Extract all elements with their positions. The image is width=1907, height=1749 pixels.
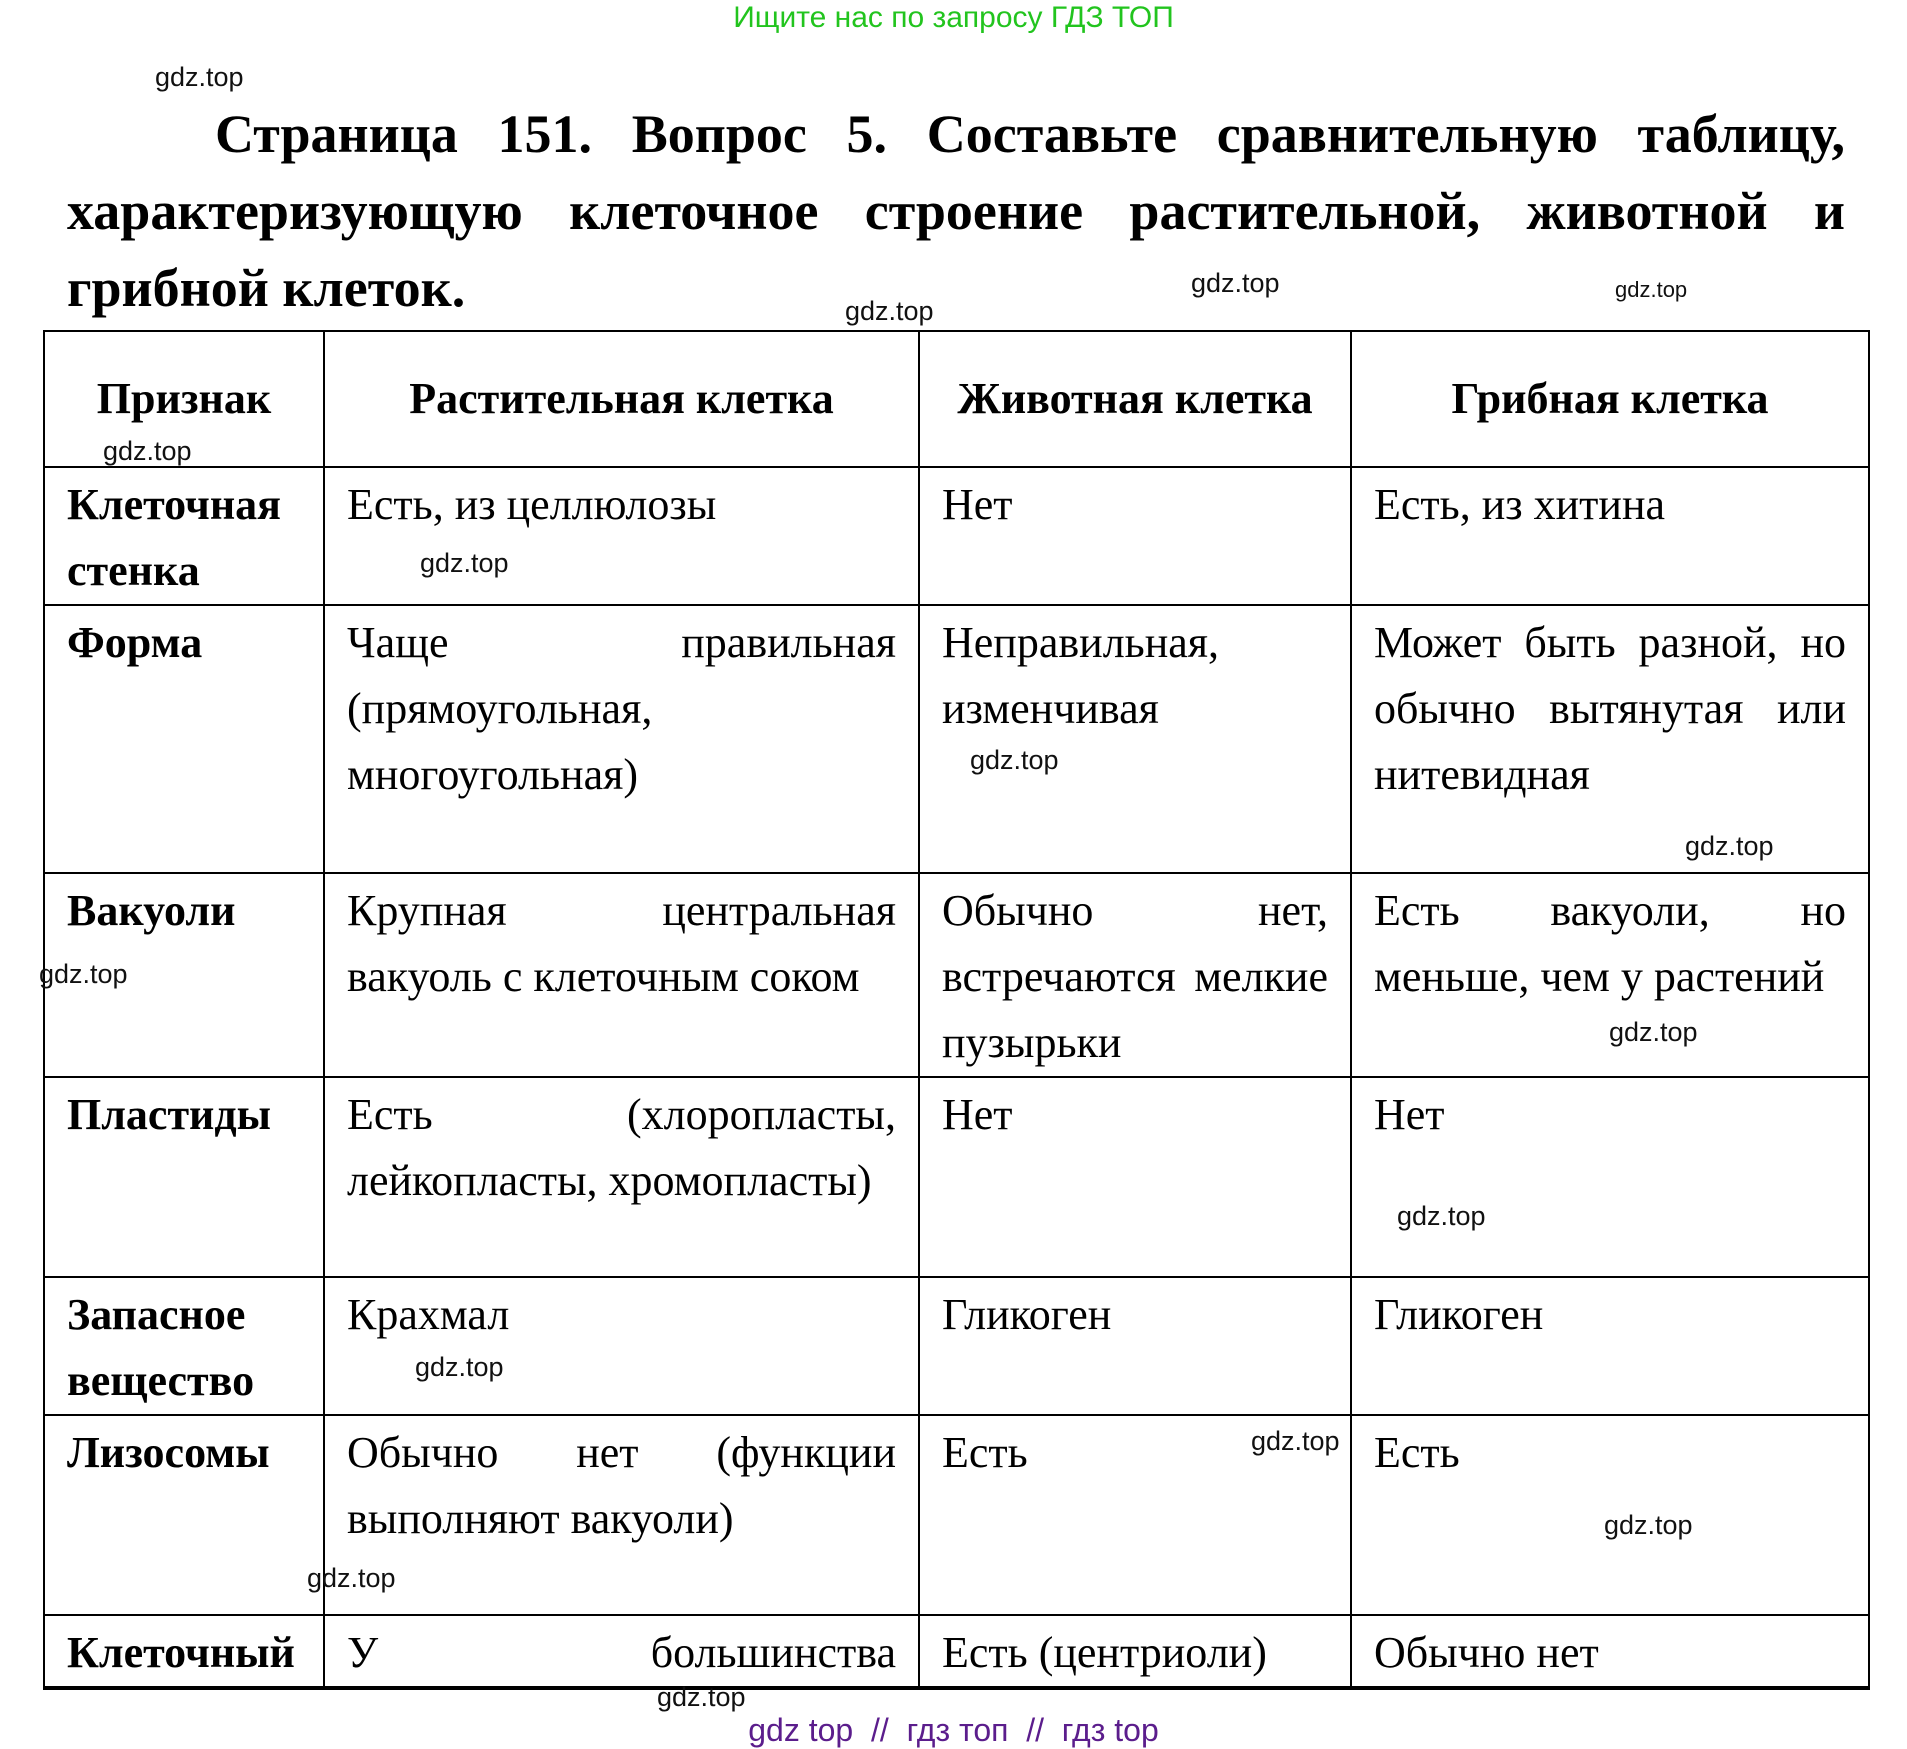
- table-row: [44, 1277, 1869, 1415]
- table-header-row: [44, 331, 1869, 467]
- header-feature: Признак: [44, 331, 324, 467]
- cell-plant: Крахмал: [324, 1277, 919, 1415]
- cell-fungal: Гликоген: [1351, 1277, 1869, 1415]
- watermark: gdz.top: [1604, 1510, 1693, 1540]
- row-label: Клеточная стенка: [44, 467, 324, 605]
- table-row: [44, 1615, 1869, 1688]
- cell-animal: Нет: [919, 1077, 1351, 1277]
- table-row: [44, 467, 1869, 605]
- row-label: Пластиды: [44, 1077, 324, 1277]
- cell-fungal: Есть: [1351, 1415, 1869, 1615]
- cell-plant: Крупная центральная вакуоль с клеточным соком: [324, 873, 919, 1077]
- watermark: gdz.top: [1615, 277, 1688, 302]
- cell-animal: Нет: [919, 467, 1351, 605]
- cell-fungal: Есть, из хитина: [1351, 467, 1869, 605]
- header-fungal: Грибная клетка: [1351, 331, 1869, 467]
- cell-animal: Есть (центриоли): [919, 1615, 1351, 1688]
- watermark: gdz.top: [415, 1352, 504, 1382]
- cell-animal: Обычно нет, встречаются мелкие пузырьки: [919, 873, 1351, 1077]
- cell-fungal: Нет: [1351, 1077, 1869, 1277]
- header-plant: Растительная клетка: [324, 331, 919, 467]
- header-animal: Животная клетка: [919, 331, 1351, 467]
- watermark: gdz.top: [1397, 1201, 1486, 1231]
- cell-plant: Есть (хлоропласты, лейкопласты, хромопласты): [324, 1077, 919, 1277]
- cell-animal: Есть: [919, 1415, 1351, 1615]
- cell-fungal: Обычно нет: [1351, 1615, 1869, 1688]
- search-banner: Ищите нас по запросу ГДЗ ТОП: [733, 1, 1174, 34]
- cell-animal: Неправильная, изменчивая: [919, 605, 1351, 873]
- cell-plant: У большинства: [324, 1615, 919, 1688]
- table-row: [44, 605, 1869, 873]
- row-label: Лизосомы: [44, 1415, 324, 1615]
- watermark: gdz.top: [1251, 1426, 1340, 1456]
- comparison-table: [43, 330, 1870, 1690]
- watermark: gdz.top: [155, 62, 244, 92]
- watermark: gdz.top: [657, 1682, 746, 1712]
- watermark: gdz.top: [103, 436, 192, 466]
- cell-fungal: Есть вакуоли, но меньше, чем у растений: [1351, 873, 1869, 1077]
- footer-watermark: gdz top // гдз топ // гдз top: [748, 1712, 1159, 1748]
- watermark: gdz.top: [420, 548, 509, 578]
- question-title: Страница 151. Вопрос 5. Составьте сравнительную таблицу, характеризующую клеточное строение растительной, животной и грибной клеток.: [67, 104, 1845, 318]
- watermark: gdz.top: [845, 296, 934, 326]
- cell-plant: Чаще правильная (прямоугольная, многоугольная): [324, 605, 919, 873]
- row-label: Вакуоли: [44, 873, 324, 1077]
- watermark: gdz.top: [1609, 1017, 1698, 1047]
- watermark: gdz.top: [1685, 831, 1774, 861]
- cell-animal: Гликоген: [919, 1277, 1351, 1415]
- row-label: Форма: [44, 605, 324, 873]
- watermark: gdz.top: [307, 1563, 396, 1593]
- row-label: Запасное вещество: [44, 1277, 324, 1415]
- cell-plant: Обычно нет (функции выполняют вакуоли): [324, 1415, 919, 1615]
- cell-fungal: Может быть разной, но обычно вытянутая или нитевидная: [1351, 605, 1869, 873]
- row-label: Клеточный: [44, 1615, 324, 1688]
- watermark: gdz.top: [39, 959, 128, 989]
- table-row: [44, 1077, 1869, 1277]
- watermark: gdz.top: [970, 745, 1059, 775]
- cell-plant: Есть, из целлюлозы: [324, 467, 919, 605]
- table-row: [44, 873, 1869, 1077]
- watermark: gdz.top: [1191, 268, 1280, 298]
